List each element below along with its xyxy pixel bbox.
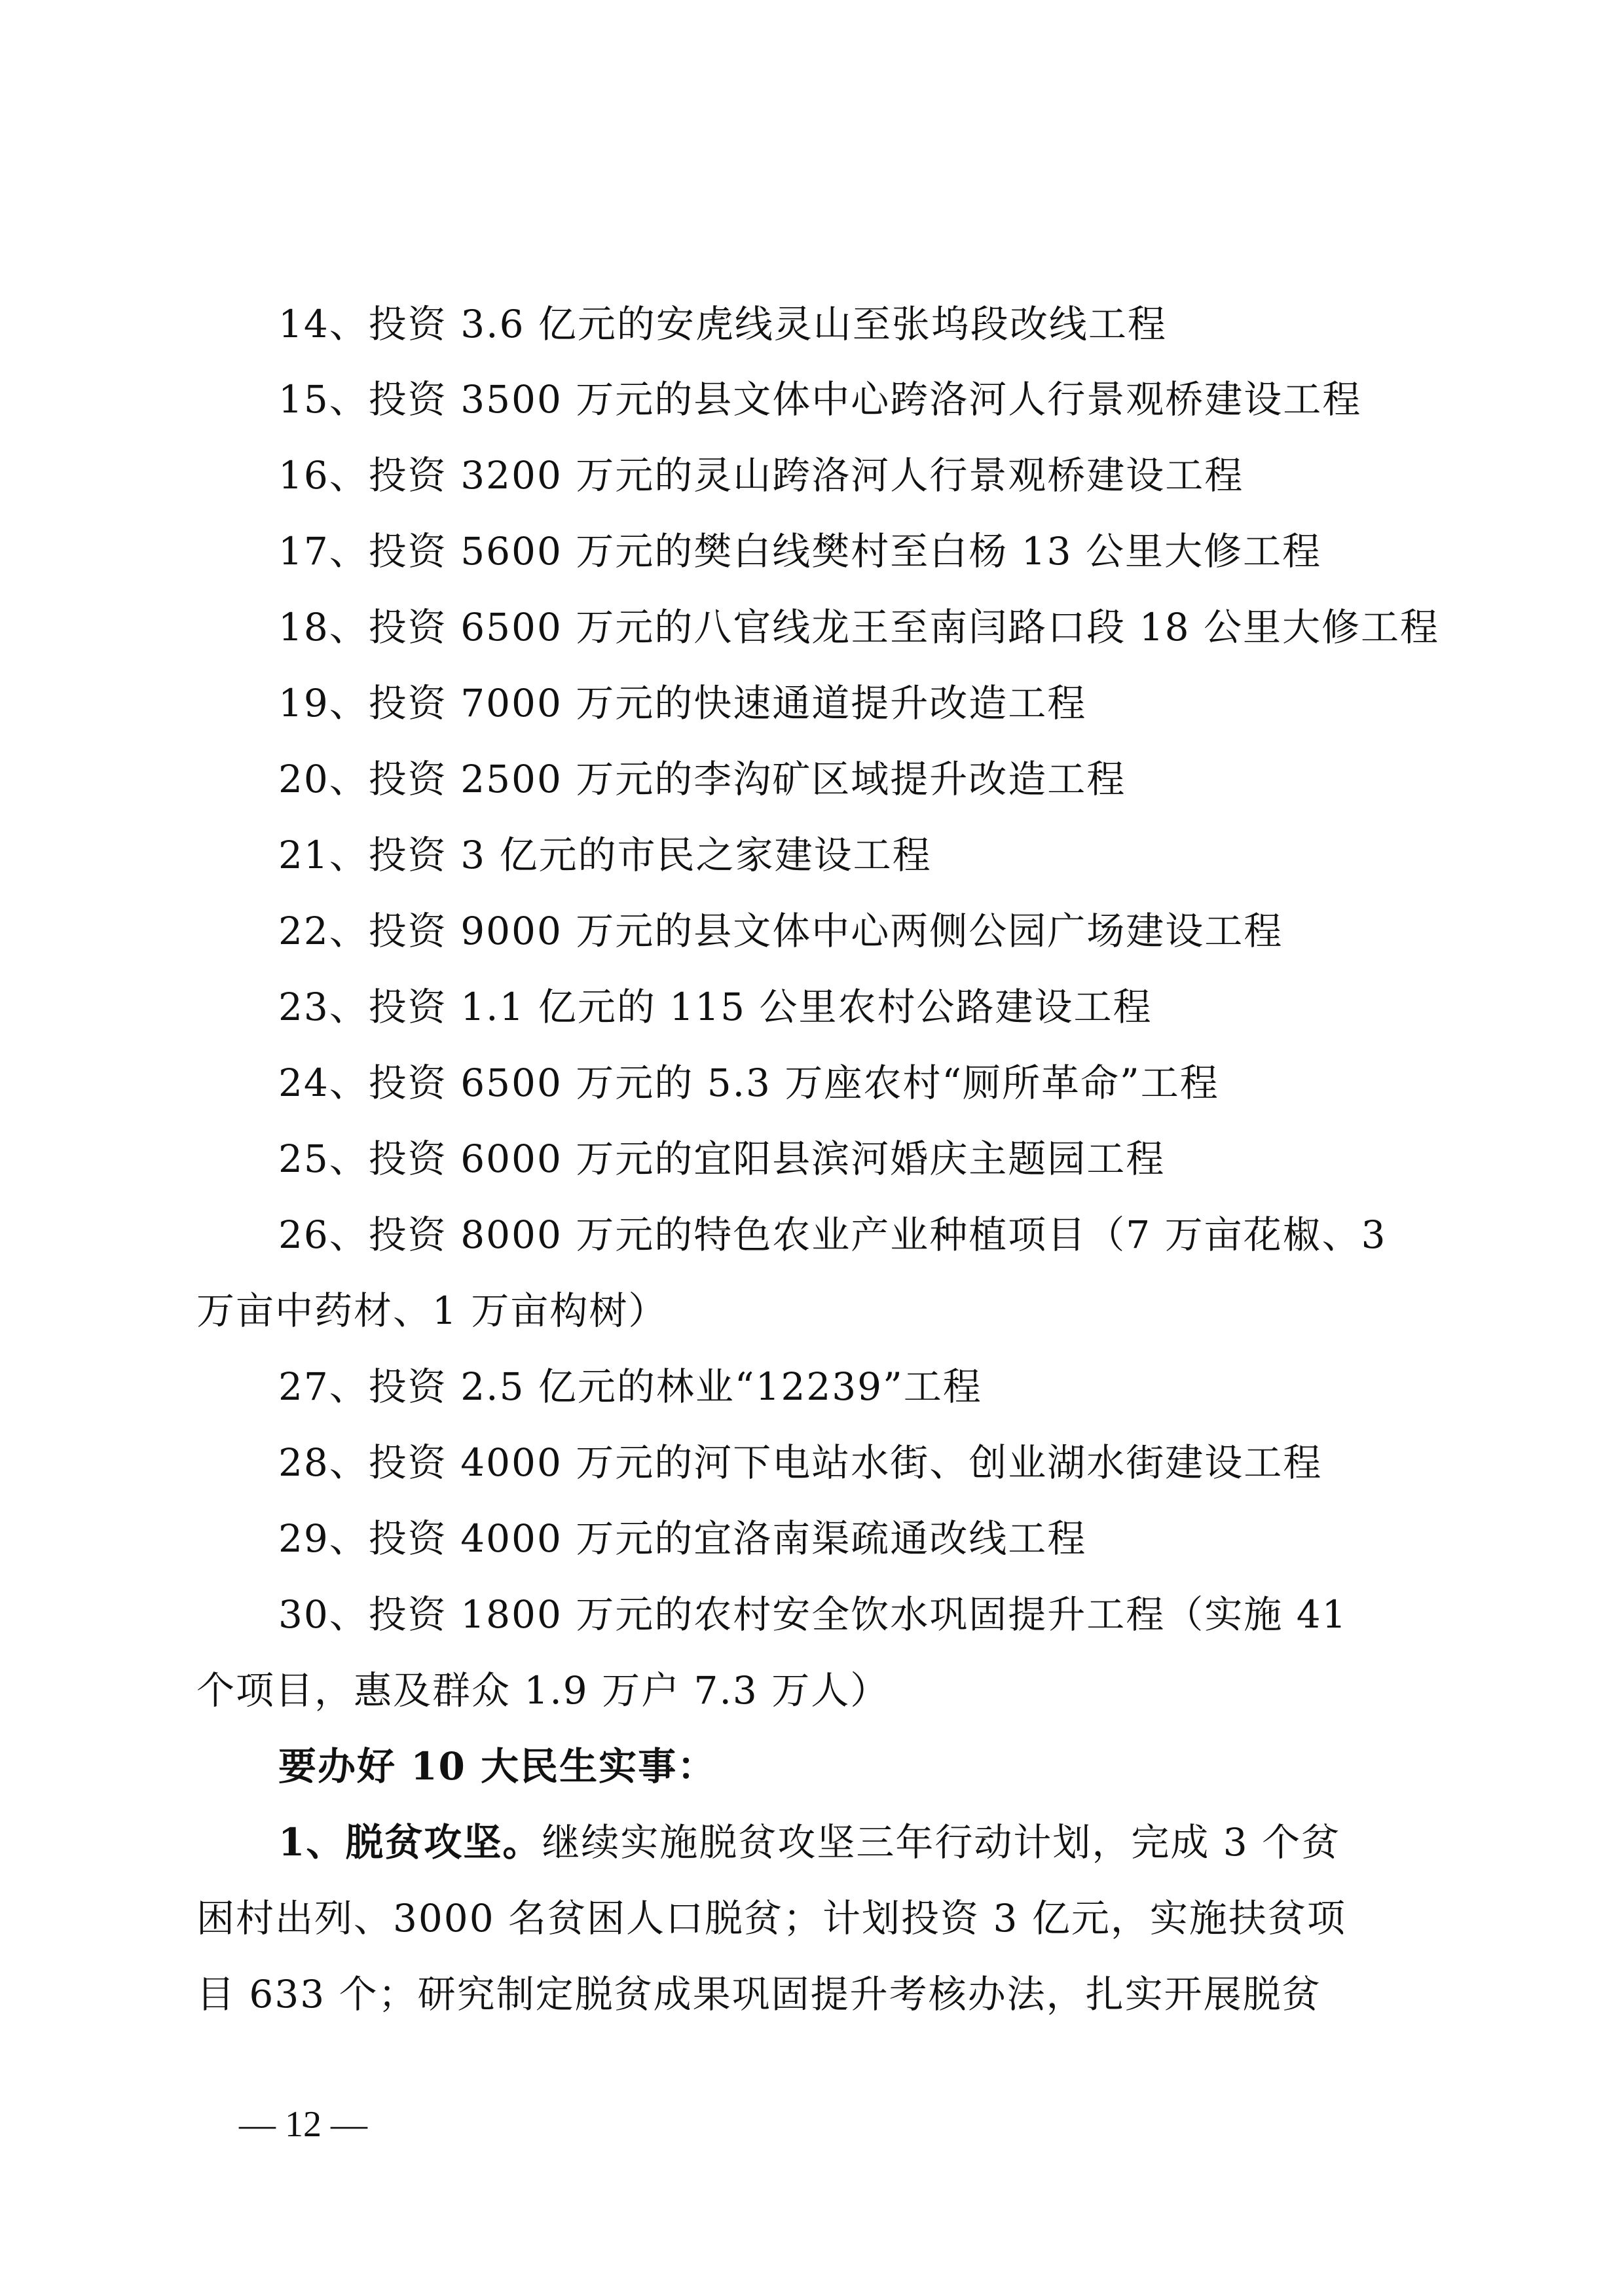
- list-item-17: 17、投资 5600 万元的樊白线樊村至白杨 13 公里大修工程: [278, 529, 1321, 574]
- paragraph-line-1: [278, 1816, 1340, 1868]
- paragraph-line-1-text: 继续实施脱贫攻坚三年行动计划，完成 3 个贫: [542, 1820, 1341, 1865]
- list-item-21: 21、投资 3 亿元的市民之家建设工程: [278, 833, 932, 877]
- section-heading: 要办好 10 大民生实事：: [278, 1744, 717, 1789]
- list-item-19: 19、投资 7000 万元的快速通道提升改造工程: [278, 681, 1087, 725]
- list-item-25: 25、投资 6000 万元的宜阳县滨河婚庆主题园工程: [278, 1137, 1166, 1181]
- list-item-28: 28、投资 4000 万元的河下电站水街、创业湖水街建设工程: [278, 1440, 1323, 1485]
- list-item-29: 29、投资 4000 万元的宜洛南渠疏通改线工程: [278, 1516, 1087, 1561]
- list-item-30-line1: 30、投资 1800 万元的农村安全饮水巩固提升工程（实施 41: [278, 1592, 1348, 1637]
- paragraph-line-3: 目 633 个；研究制定脱贫成果巩固提升考核办法，扎实开展脱贫: [196, 1972, 1321, 2016]
- list-item-22: 22、投资 9000 万元的县文体中心两侧公园广场建设工程: [278, 909, 1283, 953]
- paragraph-line-2: 困村出列、3000 名贫困人口脱贫；计划投资 3 亿元，实施扶贫项: [196, 1896, 1346, 1941]
- list-item-16: 16、投资 3200 万元的灵山跨洛河人行景观桥建设工程: [278, 453, 1244, 498]
- list-item-27: 27、投资 2.5 亿元的林业“12239”工程: [278, 1364, 982, 1409]
- list-item-14: 14、投资 3.6 亿元的安虎线灵山至张坞段改线工程: [278, 302, 1167, 346]
- list-item-20: 20、投资 2500 万元的李沟矿区域提升改造工程: [278, 757, 1126, 801]
- list-item-15: 15、投资 3500 万元的县文体中心跨洛河人行景观桥建设工程: [278, 377, 1362, 422]
- list-item-24: 24、投资 6500 万元的 5.3 万座农村“厕所革命”工程: [278, 1061, 1219, 1105]
- paragraph-lead: 1、脱贫攻坚。: [278, 1820, 542, 1865]
- list-item-26-line1: 26、投资 8000 万元的特色农业产业种植项目（7 万亩花椒、3: [278, 1212, 1387, 1257]
- list-item-26-line2: 万亩中药材、1 万亩构树）: [196, 1288, 668, 1333]
- list-item-18: 18、投资 6500 万元的八官线龙王至南闫路口段 18 公里大修工程: [278, 605, 1439, 649]
- page-number: — 12 —: [239, 2104, 367, 2145]
- list-item-23: 23、投资 1.1 亿元的 115 公里农村公路建设工程: [278, 985, 1153, 1029]
- list-item-30-line2: 个项目，惠及群众 1.9 万户 7.3 万人）: [196, 1668, 890, 1713]
